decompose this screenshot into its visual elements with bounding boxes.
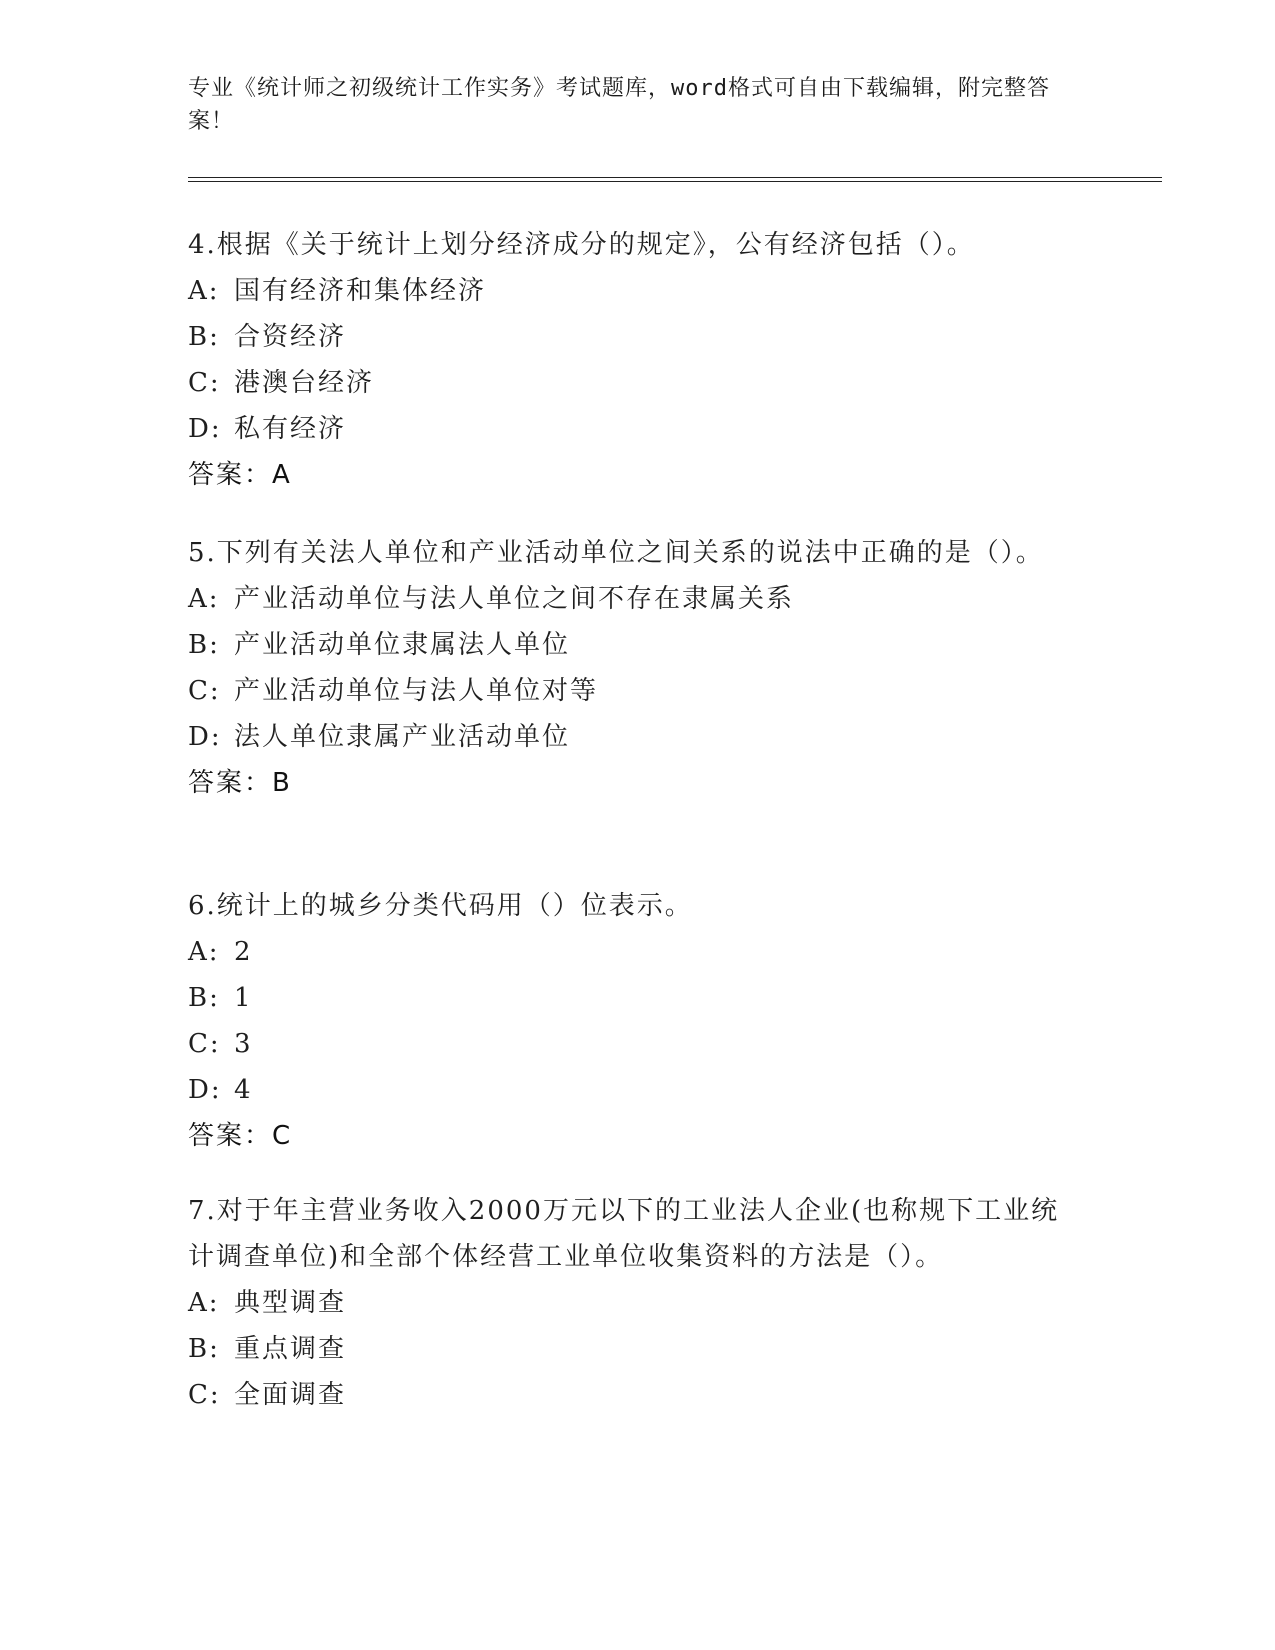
question-stem: 5.下列有关法人单位和产业活动单位之间关系的说法中正确的是（）。 [188, 538, 1044, 568]
option-c: C: 全面调查 [188, 1380, 347, 1410]
option-b: B: 重点调查 [188, 1334, 347, 1364]
answer-line: 答案：B [188, 768, 292, 798]
question-stem: 4.根据《关于统计上划分经济成分的规定》，公有经济包括（）。 [188, 230, 975, 260]
option-c: C: 3 [188, 1029, 253, 1059]
question-stem: 7.对于年主营业务收入2000万元以下的工业法人企业(也称规下工业统计调查单位)和全部个体经营工业单位收集资料的方法是（）。 [188, 1196, 1060, 1272]
option-d: D: 私有经济 [188, 414, 347, 444]
option-a: A: 典型调查 [188, 1288, 347, 1318]
question-7 [188, 1188, 1068, 1418]
question-4 [188, 222, 1068, 498]
question-stem: 6.统计上的城乡分类代码用（）位表示。 [188, 891, 693, 921]
option-c: C: 港澳台经济 [188, 368, 375, 398]
option-b: B: 1 [188, 983, 253, 1013]
option-b: B: 产业活动单位隶属法人单位 [188, 630, 571, 660]
question-6 [188, 883, 1068, 1159]
option-a: A: 产业活动单位与法人单位之间不存在隶属关系 [188, 584, 795, 614]
option-d: D: 4 [188, 1075, 253, 1105]
option-b: B: 合资经济 [188, 322, 347, 352]
question-5 [188, 530, 1068, 806]
option-a: A: 国有经济和集体经济 [188, 276, 487, 306]
option-a: A: 2 [188, 937, 253, 967]
answer-line: 答案：C [188, 1121, 293, 1151]
header-divider [188, 177, 1162, 182]
option-c: C: 产业活动单位与法人单位对等 [188, 676, 599, 706]
document-header: 专业《统计师之初级统计工作实务》考试题库，word格式可自由下载编辑，附完整答案！ [188, 76, 1050, 134]
option-d: D: 法人单位隶属产业活动单位 [188, 722, 571, 752]
answer-line: 答案：A [188, 460, 292, 490]
